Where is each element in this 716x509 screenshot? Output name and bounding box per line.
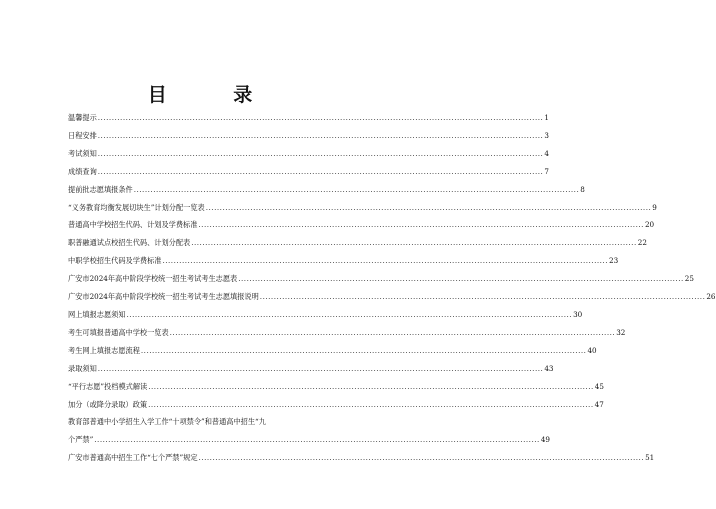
toc-entry-title: 广安市2024年高中阶段学校统一招生考试考生志愿表 <box>68 274 238 284</box>
toc-page-number: 43 <box>544 363 554 373</box>
toc-entry-title: 教育部普通中小学招生入学工作“十项禁令”和普通高中招生“九 <box>68 417 266 427</box>
dot-leader: ................................................................................................................................................................ <box>97 166 544 176</box>
dot-leader: ................................................................................................................................................................ <box>198 220 644 230</box>
dot-leader: ................................................................................................................................................................ <box>126 309 573 319</box>
toc-page-number: 9 <box>652 202 657 212</box>
toc-entry[interactable] <box>68 199 657 217</box>
toc-entry-title-continued: 个严禁” <box>68 435 94 445</box>
dot-leader: ................................................................................................................................................................ <box>169 327 616 337</box>
toc-entry[interactable] <box>68 163 549 181</box>
toc-entry-title: 成绩查询 <box>68 166 97 176</box>
toc-entry[interactable] <box>68 234 647 252</box>
toc-page-number: 40 <box>587 345 597 355</box>
toc-page-number: 25 <box>684 274 694 284</box>
dot-leader: ................................................................................................................................................................ <box>97 148 544 158</box>
toc-entry[interactable] <box>68 252 619 270</box>
toc-page-number: 4 <box>544 148 549 158</box>
dot-leader: ................................................................................................................................................................ <box>97 363 544 373</box>
toc-page-number: 32 <box>616 327 626 337</box>
dot-leader: ................................................................................................................................................................ <box>97 113 544 122</box>
toc-entry-title: “平行志愿”投档模式解读 <box>68 381 148 391</box>
toc-entry-title: 温馨提示 <box>68 113 97 122</box>
toc-page-number: 47 <box>594 399 604 409</box>
dot-leader: ................................................................................................................................................................ <box>94 435 540 445</box>
toc-page-number: 23 <box>609 256 619 266</box>
toc-entry-title: 广安市普通高中招生工作“七个严禁”规定 <box>68 453 198 463</box>
toc-entry[interactable] <box>68 324 626 342</box>
toc-entry[interactable] <box>68 396 604 414</box>
table-of-contents <box>68 109 716 467</box>
toc-page-number: 8 <box>580 184 585 194</box>
toc-entry-title: 网上填报志愿须知 <box>68 309 126 319</box>
toc-page-number: 7 <box>544 166 549 176</box>
dot-leader: ................................................................................................................................................................ <box>148 399 594 409</box>
dot-leader: ................................................................................................................................................................ <box>97 130 544 140</box>
toc-entry[interactable] <box>68 288 716 306</box>
toc-page-number: 49 <box>540 435 550 445</box>
toc-page-number: 1 <box>544 113 549 122</box>
dot-leader: ................................................................................................................................................................ <box>148 381 594 391</box>
dot-leader: ................................................................................................................................................................ <box>133 184 580 194</box>
toc-entry-title: 日程安排 <box>68 130 97 140</box>
toc-entry[interactable] <box>68 145 549 163</box>
dot-leader: ................................................................................................................................................................ <box>191 238 637 248</box>
toc-entry-title: 广安市2024年高中阶段学校统一招生考试考生志愿填报说明 <box>68 292 259 302</box>
toc-entry-title: 考生网上填报志愿流程 <box>68 345 140 355</box>
toc-entry-title: 普通高中学校招生代码、计划及学费标准 <box>68 220 198 230</box>
toc-entry-title: 职普融通试点校招生代码、计划分配表 <box>68 238 191 248</box>
toc-entry[interactable] <box>68 109 549 127</box>
toc-page-number: 45 <box>594 381 604 391</box>
dot-leader: ................................................................................................................................................................ <box>205 202 652 212</box>
toc-page-number: 20 <box>644 220 655 230</box>
dot-leader: ................................................................................................................................................................ <box>259 292 706 302</box>
toc-entry[interactable] <box>68 127 549 145</box>
toc-page-number: 22 <box>637 238 647 248</box>
dot-leader: ................................................................................................................................................................ <box>162 256 609 266</box>
toc-page-number: 51 <box>645 453 655 463</box>
toc-entry[interactable] <box>68 378 604 396</box>
toc-entry[interactable] <box>68 181 585 199</box>
dot-leader: ................................................................................................................................................................ <box>140 345 587 355</box>
toc-entry-title: “义务教育均衡发展切块生”计划分配一览表 <box>68 202 205 212</box>
toc-entry-title: 提前批志愿填报条件 <box>68 184 133 194</box>
dot-leader: ................................................................................................................................................................ <box>198 453 645 463</box>
dot-leader: ................................................................................................................................................................ <box>238 274 684 284</box>
toc-page-number: 3 <box>544 130 549 140</box>
toc-entry[interactable] <box>68 342 597 360</box>
toc-entry-title: 中职学校招生代码及学费标准 <box>68 256 162 266</box>
toc-entry-title: 考试须知 <box>68 148 97 158</box>
toc-entry[interactable] <box>68 413 550 449</box>
toc-entry-title: 考生可填报普通高中学校一览表 <box>68 327 169 337</box>
toc-entry[interactable] <box>68 449 655 467</box>
toc-page-number: 30 <box>573 309 583 319</box>
toc-page-number: 26 <box>706 292 716 302</box>
page-title: 目 录 <box>147 84 283 106</box>
toc-entry-title: 录取须知 <box>68 363 97 373</box>
toc-entry[interactable] <box>68 270 694 288</box>
toc-entry[interactable] <box>68 360 554 378</box>
toc-entry-title: 加分（或降分录取）政策 <box>68 399 148 409</box>
toc-entry[interactable] <box>68 306 583 324</box>
toc-entry[interactable] <box>68 216 655 234</box>
